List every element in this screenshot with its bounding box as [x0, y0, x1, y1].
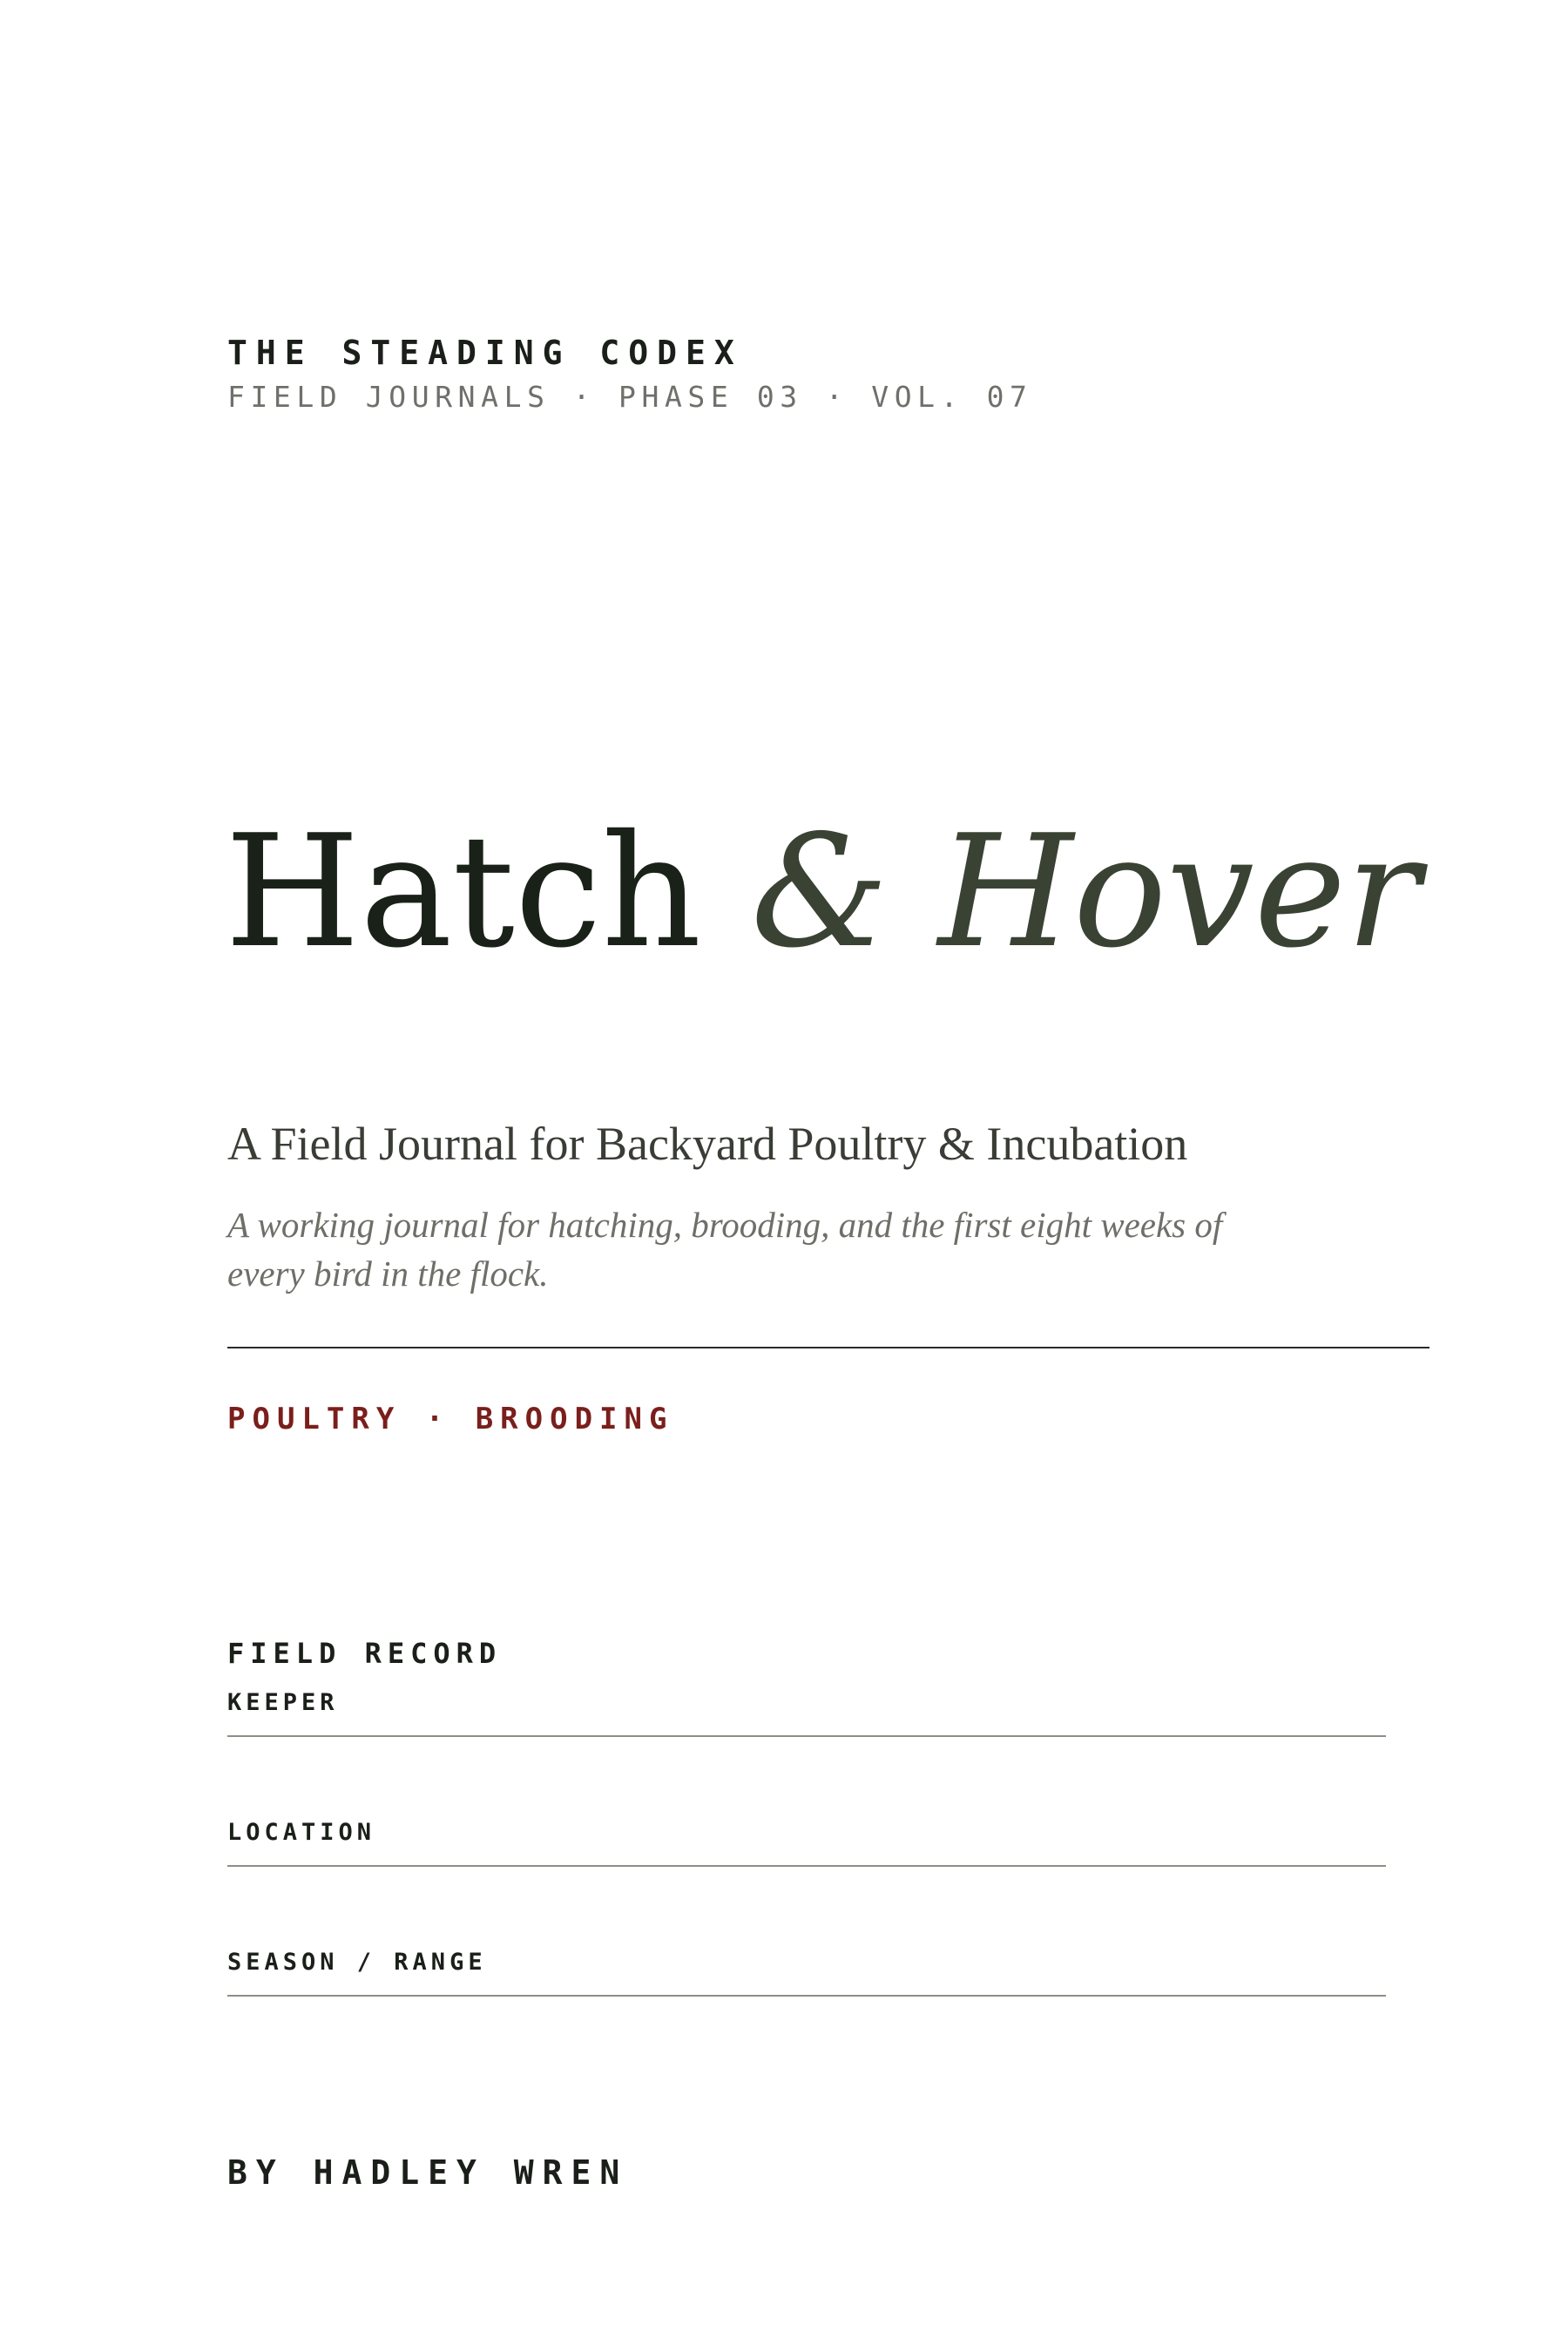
- byline: BY HADLEY WREN: [227, 2153, 629, 2192]
- field-location-label: LOCATION: [227, 1819, 376, 1846]
- series-meta-volume: VOL. 07: [871, 380, 1033, 414]
- series-meta-journals: FIELD JOURNALS: [227, 380, 551, 414]
- series-meta-separator: ·: [825, 380, 849, 414]
- field-season-range: [227, 1950, 1386, 1997]
- series-meta: [227, 380, 1033, 414]
- field-location: [227, 1820, 1386, 1867]
- field-keeper: [227, 1690, 1386, 1737]
- description: A working journal for hatching, brooding, and the first eight weeks of every bird in the flock.: [227, 1205, 1223, 1294]
- field-season-range-line: [227, 1995, 1386, 1997]
- divider: [227, 1347, 1429, 1348]
- subtitle: A Field Journal for Backyard Poultry & Incubation: [227, 1118, 1188, 1170]
- series-title: THE STEADING CODEX: [227, 334, 743, 372]
- field-keeper-line: [227, 1735, 1386, 1737]
- field-keeper-label: KEEPER: [227, 1689, 339, 1716]
- series-meta-separator: ·: [572, 380, 597, 414]
- page-title: [225, 801, 1421, 982]
- field-season-range-label: SEASON / RANGE: [227, 1949, 487, 1976]
- title-main: Hatch: [225, 801, 702, 982]
- title-italic: & Hover: [750, 801, 1421, 982]
- field-location-line: [227, 1865, 1386, 1867]
- category-tag: POULTRY · BROODING: [227, 1402, 674, 1436]
- field-record-heading: FIELD RECORD: [227, 1637, 503, 1670]
- series-meta-phase: PHASE 03: [618, 380, 803, 414]
